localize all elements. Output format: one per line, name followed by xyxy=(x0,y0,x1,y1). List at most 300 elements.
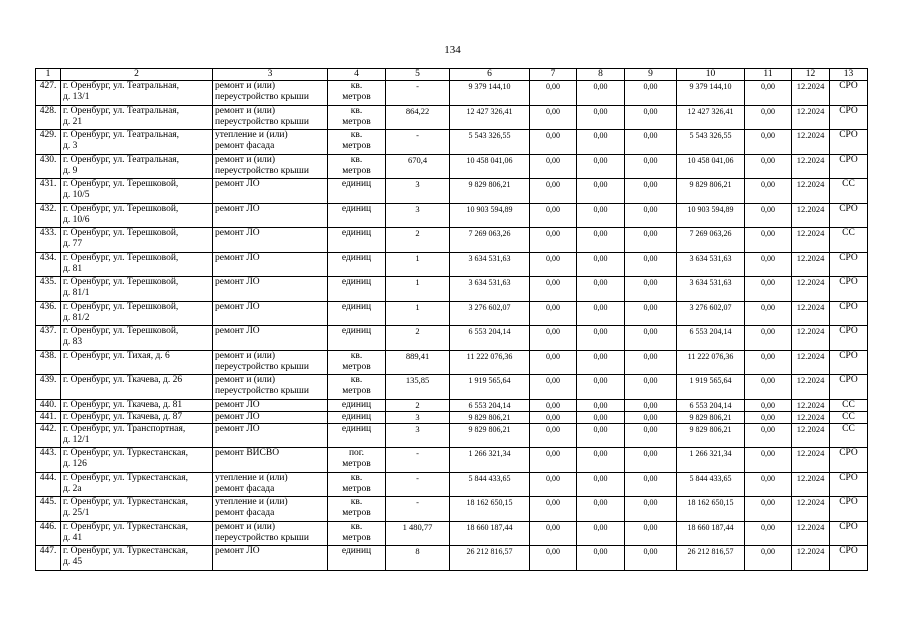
cost-col9-cell: 0,00 xyxy=(625,326,677,351)
work-type-cell-line: ремонт ЛО xyxy=(215,228,260,238)
table-row xyxy=(36,472,868,497)
column-header: 4 xyxy=(328,69,386,81)
cost-col11-cell: 0,00 xyxy=(745,546,792,571)
fund-type-cell: СРО xyxy=(830,326,868,351)
cost-col7-cell: 0,00 xyxy=(530,179,577,204)
volume-cell: 1 480,77 xyxy=(386,521,450,546)
cost-col7-cell: 0,00 xyxy=(530,399,577,411)
work-type-cell-line: ремонт и (или) xyxy=(215,105,276,116)
address-cell-line: д. 81/1 xyxy=(63,288,90,298)
work-type-cell-line: ремонт ЛО xyxy=(215,399,260,410)
address-cell-line: д. 45 xyxy=(63,557,83,567)
cost-col9-cell: 0,00 xyxy=(625,252,677,277)
cost-col7-cell: 0,00 xyxy=(530,497,577,522)
row-number: 435. xyxy=(36,277,61,302)
address-cell xyxy=(61,105,213,130)
total-cost-cell: 6 553 204,14 xyxy=(450,326,530,351)
unit-cell-line: метров xyxy=(342,141,371,151)
unit-cell xyxy=(328,546,386,571)
total-cost-cell: 6 553 204,14 xyxy=(450,399,530,411)
fund-type-cell: СС xyxy=(830,423,868,448)
work-type-cell-line: утепление и (или) xyxy=(215,497,288,507)
completion-date-cell: 12.2024 xyxy=(792,521,830,546)
total-cost-cell: 5 543 326,55 xyxy=(450,130,530,155)
work-type-cell xyxy=(213,301,328,326)
address-cell xyxy=(61,521,213,546)
cost-col11-cell: 0,00 xyxy=(745,228,792,253)
work-type-cell xyxy=(213,423,328,448)
unit-cell xyxy=(328,411,386,423)
table-row xyxy=(36,326,868,351)
address-cell-line: г. Оренбург, ул. Терешковой, xyxy=(63,252,179,263)
unit-cell-line: единиц xyxy=(341,252,372,263)
cost-col9-cell: 0,00 xyxy=(625,203,677,228)
volume-cell: 864,22 xyxy=(386,105,450,130)
column-header: 12 xyxy=(792,69,830,81)
work-type-cell-line: ремонт ЛО xyxy=(215,252,260,263)
cost-col7-cell: 0,00 xyxy=(530,546,577,571)
work-type-cell-line: ремонт ЛО xyxy=(215,203,260,214)
work-type-cell-line: ремонт и (или) xyxy=(215,350,276,361)
address-cell-line: г. Оренбург, ул. Ткачева, д. 87 xyxy=(63,411,183,422)
work-type-cell-line: ремонт ЛО xyxy=(215,277,260,287)
cost-col10-cell: 1 266 321,34 xyxy=(677,448,745,473)
cost-col8-cell: 0,00 xyxy=(577,546,625,571)
completion-date-cell: 12.2024 xyxy=(792,423,830,448)
work-type-cell-line: переустройство крыши xyxy=(215,165,309,176)
address-cell-line: г. Оренбург, ул. Терешковой, xyxy=(63,301,179,312)
cost-col8-cell: 0,00 xyxy=(577,252,625,277)
cost-col9-cell: 0,00 xyxy=(625,411,677,423)
unit-cell xyxy=(328,130,386,155)
cost-col9-cell: 0,00 xyxy=(625,277,677,302)
cost-col7-cell: 0,00 xyxy=(530,228,577,253)
column-header: 5 xyxy=(386,69,450,81)
work-type-cell xyxy=(213,375,328,400)
table-row xyxy=(36,154,868,179)
address-cell xyxy=(61,411,213,423)
cost-col7-cell: 0,00 xyxy=(530,130,577,155)
address-cell xyxy=(61,203,213,228)
cost-col8-cell: 0,00 xyxy=(577,277,625,302)
column-header: 1 xyxy=(36,69,61,81)
work-type-cell xyxy=(213,326,328,351)
address-cell-line xyxy=(63,386,210,397)
address-cell-line: г. Оренбург, ул. Транспортная, xyxy=(63,423,186,434)
completion-date-cell: 12.2024 xyxy=(792,472,830,497)
cost-col9-cell: 0,00 xyxy=(625,375,677,400)
cost-col9-cell: 0,00 xyxy=(625,472,677,497)
unit-cell xyxy=(328,154,386,179)
table-row xyxy=(36,81,868,106)
column-header: 2 xyxy=(61,69,213,81)
unit-cell-line: метров xyxy=(342,116,371,127)
column-header: 8 xyxy=(577,69,625,81)
volume-cell: 3 xyxy=(386,179,450,204)
address-cell xyxy=(61,154,213,179)
cost-col10-cell: 12 427 326,41 xyxy=(677,105,745,130)
fund-type-cell: СС xyxy=(830,228,868,253)
address-cell-line: г. Оренбург, ул. Театральная, xyxy=(63,130,180,140)
total-cost-cell: 7 269 063,26 xyxy=(450,228,530,253)
cost-col8-cell: 0,00 xyxy=(577,448,625,473)
completion-date-cell: 12.2024 xyxy=(792,154,830,179)
table-row xyxy=(36,448,868,473)
address-cell-line: г. Оренбург, ул. Театральная, xyxy=(63,81,180,91)
cost-col8-cell: 0,00 xyxy=(577,375,625,400)
unit-cell xyxy=(328,521,386,546)
fund-type-cell: СРО xyxy=(830,448,868,473)
fund-type-cell: СС xyxy=(830,179,868,204)
cost-col11-cell: 0,00 xyxy=(745,326,792,351)
completion-date-cell: 12.2024 xyxy=(792,81,830,106)
column-header: 11 xyxy=(745,69,792,81)
cost-col8-cell: 0,00 xyxy=(577,399,625,411)
fund-type-cell: СРО xyxy=(830,154,868,179)
unit-cell-line: единиц xyxy=(341,411,372,422)
address-cell-line: д. 25/1 xyxy=(63,508,90,518)
table-row xyxy=(36,521,868,546)
cost-col10-cell: 9 379 144,10 xyxy=(677,81,745,106)
unit-cell-line: метров xyxy=(342,361,371,372)
fund-type-cell: СРО xyxy=(830,203,868,228)
cost-col8-cell: 0,00 xyxy=(577,130,625,155)
work-type-cell xyxy=(213,252,328,277)
unit-cell-line: единиц xyxy=(341,179,372,189)
fund-type-cell: СРО xyxy=(830,350,868,375)
cost-col9-cell: 0,00 xyxy=(625,105,677,130)
unit-cell-line: единиц xyxy=(341,301,372,312)
cost-col9-cell: 0,00 xyxy=(625,130,677,155)
fund-type-cell: СРО xyxy=(830,301,868,326)
address-cell-line: г. Оренбург, ул. Ткачева, д. 81 xyxy=(63,399,183,410)
work-type-cell xyxy=(213,521,328,546)
completion-date-cell: 12.2024 xyxy=(792,350,830,375)
unit-cell xyxy=(328,203,386,228)
cost-col9-cell: 0,00 xyxy=(625,448,677,473)
address-cell-line: д. 81/2 xyxy=(63,312,90,323)
work-type-cell-line: ремонт ЛО xyxy=(215,326,260,336)
volume-cell: 2 xyxy=(386,326,450,351)
unit-cell xyxy=(328,105,386,130)
cost-col9-cell: 0,00 xyxy=(625,546,677,571)
cost-col7-cell: 0,00 xyxy=(530,203,577,228)
fund-type-cell: СРО xyxy=(830,105,868,130)
unit-cell-line xyxy=(330,239,383,250)
column-header: 3 xyxy=(213,69,328,81)
work-type-cell xyxy=(213,130,328,155)
cost-col10-cell: 1 919 565,64 xyxy=(677,375,745,400)
unit-cell-line: пог. xyxy=(348,448,365,458)
total-cost-cell: 1 919 565,64 xyxy=(450,375,530,400)
work-type-cell-line xyxy=(215,288,325,299)
unit-cell xyxy=(328,423,386,448)
completion-date-cell: 12.2024 xyxy=(792,326,830,351)
cost-col9-cell: 0,00 xyxy=(625,423,677,448)
completion-date-cell: 12.2024 xyxy=(792,546,830,571)
fund-type-cell: СРО xyxy=(830,497,868,522)
cost-col10-cell: 26 212 816,57 xyxy=(677,546,745,571)
total-cost-cell: 9 829 806,21 xyxy=(450,423,530,448)
cost-col7-cell: 0,00 xyxy=(530,375,577,400)
volume-cell: 3 xyxy=(386,203,450,228)
address-cell-line: д. 21 xyxy=(63,116,83,127)
address-cell-line: г. Оренбург, ул. Туркестанская, xyxy=(63,448,188,458)
address-cell-line: г. Оренбург, ул. Ткачева, д. 26 xyxy=(63,375,183,385)
unit-cell-line xyxy=(330,190,383,201)
work-type-cell xyxy=(213,411,328,423)
work-type-cell xyxy=(213,228,328,253)
cost-col7-cell: 0,00 xyxy=(530,252,577,277)
address-cell xyxy=(61,497,213,522)
volume-cell: 3 xyxy=(386,423,450,448)
volume-cell: 1 xyxy=(386,277,450,302)
address-cell xyxy=(61,399,213,411)
cost-col10-cell: 5 543 326,55 xyxy=(677,130,745,155)
address-cell-line: д. 12/1 xyxy=(63,434,90,445)
unit-cell-line: кв. xyxy=(350,472,363,483)
address-cell-line: д. 9 xyxy=(63,165,78,176)
cost-col8-cell: 0,00 xyxy=(577,350,625,375)
total-cost-cell: 3 634 531,63 xyxy=(450,252,530,277)
address-cell xyxy=(61,546,213,571)
address-cell xyxy=(61,350,213,375)
cost-col11-cell: 0,00 xyxy=(745,130,792,155)
completion-date-cell: 12.2024 xyxy=(792,411,830,423)
volume-cell: 1 xyxy=(386,301,450,326)
unit-cell-line: единиц xyxy=(341,203,372,214)
volume-cell: 2 xyxy=(386,399,450,411)
cost-col10-cell: 3 276 602,07 xyxy=(677,301,745,326)
unit-cell-line: метров xyxy=(342,508,371,518)
unit-cell xyxy=(328,472,386,497)
address-cell-line: г. Оренбург, ул. Туркестанская, xyxy=(63,497,188,507)
total-cost-cell: 5 844 433,65 xyxy=(450,472,530,497)
completion-date-cell: 12.2024 xyxy=(792,448,830,473)
unit-cell xyxy=(328,326,386,351)
address-cell-line: д. 126 xyxy=(63,459,87,469)
unit-cell-line: кв. xyxy=(350,375,363,385)
unit-cell xyxy=(328,301,386,326)
cost-col10-cell: 3 634 531,63 xyxy=(677,252,745,277)
cost-col10-cell: 18 660 187,44 xyxy=(677,521,745,546)
page-number: 134 xyxy=(444,44,461,56)
volume-cell: 1 xyxy=(386,252,450,277)
cost-col11-cell: 0,00 xyxy=(745,423,792,448)
row-number: 439. xyxy=(36,375,61,400)
total-cost-cell: 12 427 326,41 xyxy=(450,105,530,130)
cost-col8-cell: 0,00 xyxy=(577,411,625,423)
row-number: 447. xyxy=(36,546,61,571)
table-row xyxy=(36,350,868,375)
work-type-cell-line: переустройство крыши xyxy=(215,532,309,543)
total-cost-cell: 1 266 321,34 xyxy=(450,448,530,473)
address-cell-line: д. 13/1 xyxy=(63,92,90,102)
unit-cell-line: единиц xyxy=(341,423,372,434)
work-type-cell-line: переустройство крыши xyxy=(215,116,309,127)
completion-date-cell: 12.2024 xyxy=(792,130,830,155)
cost-col7-cell: 0,00 xyxy=(530,472,577,497)
cost-col9-cell: 0,00 xyxy=(625,399,677,411)
row-number: 436. xyxy=(36,301,61,326)
unit-cell-line: кв. xyxy=(350,154,363,165)
work-type-cell-line: ремонт фасада xyxy=(215,141,275,151)
fund-type-cell: СРО xyxy=(830,521,868,546)
work-type-cell-line xyxy=(215,459,325,470)
work-type-cell-line xyxy=(215,215,325,226)
cost-col11-cell: 0,00 xyxy=(745,399,792,411)
fund-type-cell: СС xyxy=(830,399,868,411)
cost-col11-cell: 0,00 xyxy=(745,472,792,497)
address-cell-line: г. Оренбург, ул. Тихая, д. 6 xyxy=(63,350,170,361)
address-cell-line: г. Оренбург, ул. Терешковой, xyxy=(63,179,179,189)
unit-cell xyxy=(328,497,386,522)
address-cell-line: г. Оренбург, ул. Туркестанская, xyxy=(63,521,188,532)
work-type-cell xyxy=(213,154,328,179)
cost-col9-cell: 0,00 xyxy=(625,497,677,522)
address-cell-line: г. Оренбург, ул. Туркестанская, xyxy=(63,546,188,556)
total-cost-cell: 3 276 602,07 xyxy=(450,301,530,326)
table-row xyxy=(36,546,868,571)
address-cell xyxy=(61,179,213,204)
row-number: 440. xyxy=(36,399,61,411)
volume-cell: 135,85 xyxy=(386,375,450,400)
completion-date-cell: 12.2024 xyxy=(792,179,830,204)
row-number: 442. xyxy=(36,423,61,448)
address-cell-line xyxy=(63,362,210,373)
unit-cell xyxy=(328,81,386,106)
work-type-cell-line: ремонт и (или) xyxy=(215,81,276,91)
unit-cell-line: метров xyxy=(342,532,371,543)
row-number: 433. xyxy=(36,228,61,253)
cost-col8-cell: 0,00 xyxy=(577,105,625,130)
table-row xyxy=(36,411,868,423)
unit-cell xyxy=(328,228,386,253)
cost-col10-cell: 6 553 204,14 xyxy=(677,326,745,351)
column-header: 6 xyxy=(450,69,530,81)
row-number: 438. xyxy=(36,350,61,375)
cost-col8-cell: 0,00 xyxy=(577,521,625,546)
cost-col7-cell: 0,00 xyxy=(530,423,577,448)
cost-col8-cell: 0,00 xyxy=(577,228,625,253)
column-header: 9 xyxy=(625,69,677,81)
row-number: 434. xyxy=(36,252,61,277)
unit-cell-line: метров xyxy=(342,386,371,396)
column-header: 7 xyxy=(530,69,577,81)
fund-type-cell: СРО xyxy=(830,546,868,571)
row-number: 429. xyxy=(36,130,61,155)
cost-col9-cell: 0,00 xyxy=(625,301,677,326)
cost-col7-cell: 0,00 xyxy=(530,81,577,106)
cost-col9-cell: 0,00 xyxy=(625,154,677,179)
work-type-cell-line: утепление и (или) xyxy=(215,130,288,140)
unit-cell xyxy=(328,399,386,411)
completion-date-cell: 12.2024 xyxy=(792,497,830,522)
cost-col9-cell: 0,00 xyxy=(625,521,677,546)
unit-cell-line xyxy=(330,557,383,568)
fund-type-cell: СРО xyxy=(830,81,868,106)
row-number: 428. xyxy=(36,105,61,130)
work-type-cell xyxy=(213,105,328,130)
table-row xyxy=(36,130,868,155)
total-cost-cell: 26 212 816,57 xyxy=(450,546,530,571)
work-type-cell-line: ремонт ЛО xyxy=(215,546,260,556)
volume-cell: - xyxy=(386,472,450,497)
table-row xyxy=(36,497,868,522)
work-type-cell-line xyxy=(215,313,325,324)
unit-cell-line: единиц xyxy=(341,399,372,410)
fund-type-cell: СРО xyxy=(830,130,868,155)
address-cell-line: д. 10/6 xyxy=(63,214,90,225)
work-type-cell xyxy=(213,546,328,571)
address-cell-line: д. 81 xyxy=(63,263,83,274)
unit-cell xyxy=(328,179,386,204)
address-cell-line: д. 3 xyxy=(63,141,78,151)
row-number: 430. xyxy=(36,154,61,179)
cost-col11-cell: 0,00 xyxy=(745,497,792,522)
cost-col8-cell: 0,00 xyxy=(577,154,625,179)
cost-col10-cell: 9 829 806,21 xyxy=(677,423,745,448)
cost-col10-cell: 9 829 806,21 xyxy=(677,179,745,204)
unit-cell-line xyxy=(330,215,383,226)
table-row xyxy=(36,105,868,130)
unit-cell-line xyxy=(330,435,383,446)
work-type-cell-line xyxy=(215,337,325,348)
cost-col11-cell: 0,00 xyxy=(745,252,792,277)
volume-cell: - xyxy=(386,130,450,155)
cost-col10-cell: 6 553 204,14 xyxy=(677,399,745,411)
row-number: 445. xyxy=(36,497,61,522)
work-type-cell-line: ремонт и (или) xyxy=(215,521,276,532)
total-cost-cell: 11 222 076,36 xyxy=(450,350,530,375)
cost-col10-cell: 7 269 063,26 xyxy=(677,228,745,253)
address-cell-line: д. 2а xyxy=(63,483,82,494)
unit-cell-line: метров xyxy=(342,483,371,494)
cost-col9-cell: 0,00 xyxy=(625,228,677,253)
total-cost-cell: 18 162 650,15 xyxy=(450,497,530,522)
cost-col11-cell: 0,00 xyxy=(745,301,792,326)
fund-type-cell: СС xyxy=(830,411,868,423)
work-type-cell xyxy=(213,277,328,302)
cost-col11-cell: 0,00 xyxy=(745,448,792,473)
capital-repair-table xyxy=(35,68,868,571)
address-cell-line: г. Оренбург, ул. Театральная, xyxy=(63,154,180,165)
cost-col9-cell: 0,00 xyxy=(625,179,677,204)
cost-col7-cell: 0,00 xyxy=(530,448,577,473)
volume-cell: 3 xyxy=(386,411,450,423)
address-cell-line: д. 77 xyxy=(63,239,83,249)
unit-cell xyxy=(328,350,386,375)
cost-col7-cell: 0,00 xyxy=(530,521,577,546)
volume-cell: - xyxy=(386,497,450,522)
fund-type-cell: СРО xyxy=(830,277,868,302)
completion-date-cell: 12.2024 xyxy=(792,203,830,228)
cost-col9-cell: 0,00 xyxy=(625,81,677,106)
column-number-row xyxy=(36,69,868,81)
cost-col11-cell: 0,00 xyxy=(745,375,792,400)
unit-cell-line xyxy=(330,337,383,348)
unit-cell-line: метров xyxy=(342,459,371,469)
cost-col8-cell: 0,00 xyxy=(577,179,625,204)
cost-col10-cell: 3 634 531,63 xyxy=(677,277,745,302)
cost-col10-cell: 5 844 433,65 xyxy=(677,472,745,497)
cost-col7-cell: 0,00 xyxy=(530,350,577,375)
address-cell-line: г. Оренбург, ул. Терешковой, xyxy=(63,277,179,287)
completion-date-cell: 12.2024 xyxy=(792,252,830,277)
table-row xyxy=(36,203,868,228)
work-type-cell-line: утепление и (или) xyxy=(215,472,288,483)
fund-type-cell: СРО xyxy=(830,252,868,277)
